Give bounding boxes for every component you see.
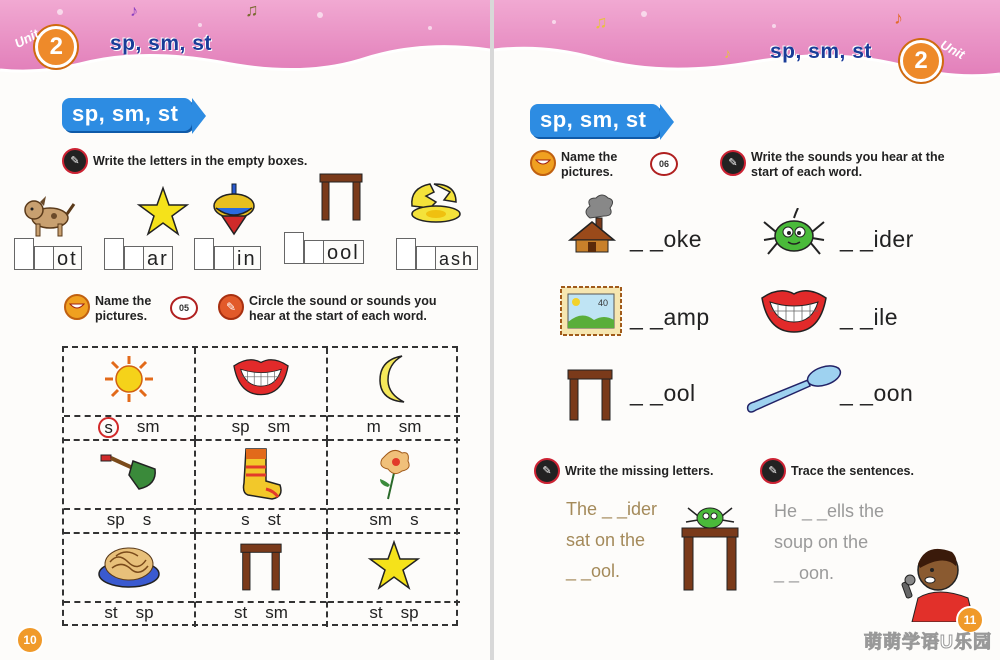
sound-option[interactable]: sp [135, 603, 154, 622]
sentence-line: He _ _ells the [774, 501, 885, 521]
circle-pen-icon: ✎ [218, 294, 244, 320]
sound-option[interactable]: s [98, 417, 119, 438]
word-row-stool [284, 232, 364, 264]
grid-cell-flower [328, 441, 460, 534]
answer-options [64, 603, 194, 623]
answer-options [196, 510, 326, 530]
grid-cell-mouth [196, 348, 328, 441]
sound-option[interactable]: s [142, 510, 152, 529]
grid-cell-star [328, 534, 460, 627]
grid-cell-sock [196, 441, 328, 534]
right-page [494, 0, 1000, 660]
unit-badge [11, 25, 77, 68]
sentence-line: The _ _ider [566, 499, 658, 519]
grid-cell-sun [64, 348, 196, 441]
mouth-picture [196, 354, 326, 398]
svg-text:♪: ♪ [130, 3, 138, 20]
stool-picture [196, 540, 326, 594]
instruction-text: Circle the sound or sounds you hear at the start of each word. [249, 294, 437, 323]
instruction-missing-letters [534, 458, 713, 484]
word-row-dog [14, 238, 82, 270]
instruction-text: Trace the sentences. [791, 464, 914, 478]
letter-box[interactable] [194, 238, 214, 270]
sound-option[interactable]: st [369, 603, 383, 622]
sound-option[interactable]: sp [231, 417, 250, 436]
sock-picture [196, 447, 326, 503]
sun-picture [64, 354, 194, 404]
instruction-text: Name the pictures. [561, 150, 618, 179]
dog-picture [20, 192, 76, 238]
sentence-line: soup on the [774, 532, 869, 552]
sentence-line: _ _oon. [774, 563, 835, 583]
unit-word: Unit [937, 36, 968, 62]
smashed-egg-picture [404, 178, 464, 224]
answer-options [328, 603, 460, 623]
stamp-picture [558, 284, 624, 338]
sound-option[interactable]: sm [136, 417, 160, 436]
svg-text:♪: ♪ [894, 8, 903, 28]
moon-picture [328, 354, 460, 404]
svg-text:40: 40 [598, 298, 609, 308]
watermark: 萌萌学语U乐园 [864, 632, 992, 652]
instruction-trace [760, 458, 914, 484]
spaghetti-picture [64, 540, 194, 590]
stool-picture [566, 368, 614, 422]
star-picture [136, 186, 190, 236]
sentence-line: _ _ool. [566, 561, 621, 581]
answer-options [328, 510, 460, 530]
star-picture [328, 540, 460, 590]
page-number: 11 [956, 606, 984, 634]
letter-box[interactable] [124, 246, 144, 270]
blank-word: _ _ider [840, 226, 914, 252]
instruction-circle [218, 294, 463, 324]
word-ending: ool [324, 240, 364, 264]
instruction-text: Write the missing letters. [565, 464, 714, 478]
instruction-text: Name the pictures. [95, 294, 152, 323]
answer-options [196, 603, 326, 623]
sound-option[interactable]: s [241, 510, 250, 529]
word-ending: ot [54, 246, 82, 270]
instruction-write-sounds [720, 150, 950, 180]
audio-track-06[interactable]: 06 [650, 152, 678, 176]
sentence-missing-letters [566, 494, 696, 587]
word-row-star [104, 238, 173, 270]
unit-number: 2 [35, 26, 77, 68]
spoon-picture [744, 364, 844, 416]
pencil-icon: ✎ [534, 458, 560, 484]
sound-grid [62, 346, 458, 626]
mouth-icon [64, 294, 90, 320]
unit-badge [900, 36, 968, 82]
instruction-text: Write the sounds you hear at the start of each word. [751, 150, 945, 179]
sound-option[interactable]: sm [398, 417, 422, 436]
sound-option[interactable]: st [267, 510, 281, 529]
pencil-icon: ✎ [62, 148, 88, 174]
blank-word: _ _oon [840, 380, 914, 406]
answer-options [196, 417, 326, 437]
blank-word: _ _oke [630, 226, 703, 252]
sound-option[interactable]: s [410, 510, 419, 529]
letter-box[interactable] [214, 246, 234, 270]
letter-box[interactable] [396, 238, 416, 270]
letter-box[interactable] [304, 240, 324, 264]
letter-box[interactable] [34, 246, 54, 270]
smile-picture [760, 284, 828, 336]
left-page [0, 0, 490, 660]
stool-picture [318, 172, 364, 222]
answer-options [64, 510, 194, 530]
blank-word: _ _ile [840, 304, 898, 330]
word-ending: in [234, 246, 261, 270]
svg-text:♫: ♫ [245, 0, 259, 20]
grid-cell-moon [328, 348, 460, 441]
spider-picture [762, 208, 826, 258]
page-title: sp, sm, st [770, 40, 872, 63]
section-tag: sp, sm, st [62, 98, 192, 131]
word-row-top [194, 238, 261, 270]
sound-option[interactable]: sm [369, 510, 393, 529]
sound-option[interactable]: st [234, 603, 248, 622]
sentence-line: sat on the [566, 530, 646, 550]
answer-options [64, 417, 194, 438]
grid-cell-stool [196, 534, 328, 627]
spider-on-stool-picture [678, 498, 742, 592]
instruction-write-letters [62, 148, 307, 174]
page-title: sp, sm, st [110, 32, 212, 55]
unit-number: 2 [900, 40, 942, 82]
sound-option[interactable]: sp [106, 510, 125, 529]
spade-picture [64, 447, 194, 493]
letter-box[interactable] [416, 246, 436, 270]
blank-word: _ _ool [630, 380, 696, 406]
letter-box[interactable] [104, 238, 124, 270]
instruction-text: Write the letters in the empty boxes. [93, 154, 308, 168]
mouth-icon [530, 150, 556, 176]
sound-option[interactable]: m [366, 417, 381, 436]
audio-track-05[interactable]: 05 [170, 296, 198, 320]
svg-text:♫: ♫ [594, 12, 608, 32]
pencil-icon: ✎ [760, 458, 786, 484]
word-row-smash [396, 238, 478, 270]
pencil-icon: ✎ [720, 150, 746, 176]
unit-word: Unit [11, 25, 42, 51]
sound-option[interactable]: st [104, 603, 118, 622]
instruction-name-pictures [530, 150, 690, 180]
sound-option[interactable]: sm [267, 417, 291, 436]
blank-word: _ _amp [630, 304, 710, 330]
word-ending: ash [436, 246, 478, 270]
sound-option[interactable]: sp [400, 603, 419, 622]
section-tag: sp, sm, st [530, 104, 660, 137]
flower-picture [328, 447, 460, 501]
page-number: 10 [16, 626, 44, 654]
word-ending: ar [144, 246, 173, 270]
smoke-house-picture [568, 192, 618, 254]
letter-box[interactable] [284, 232, 304, 264]
answer-options [328, 417, 460, 437]
svg-text:♪: ♪ [724, 45, 731, 61]
spinning-top-picture [206, 182, 262, 238]
sound-option[interactable]: sm [265, 603, 288, 622]
instruction-name-pictures [64, 294, 214, 324]
letter-box[interactable] [14, 238, 34, 270]
grid-cell-spade [64, 441, 196, 534]
grid-cell-spaghetti [64, 534, 196, 627]
